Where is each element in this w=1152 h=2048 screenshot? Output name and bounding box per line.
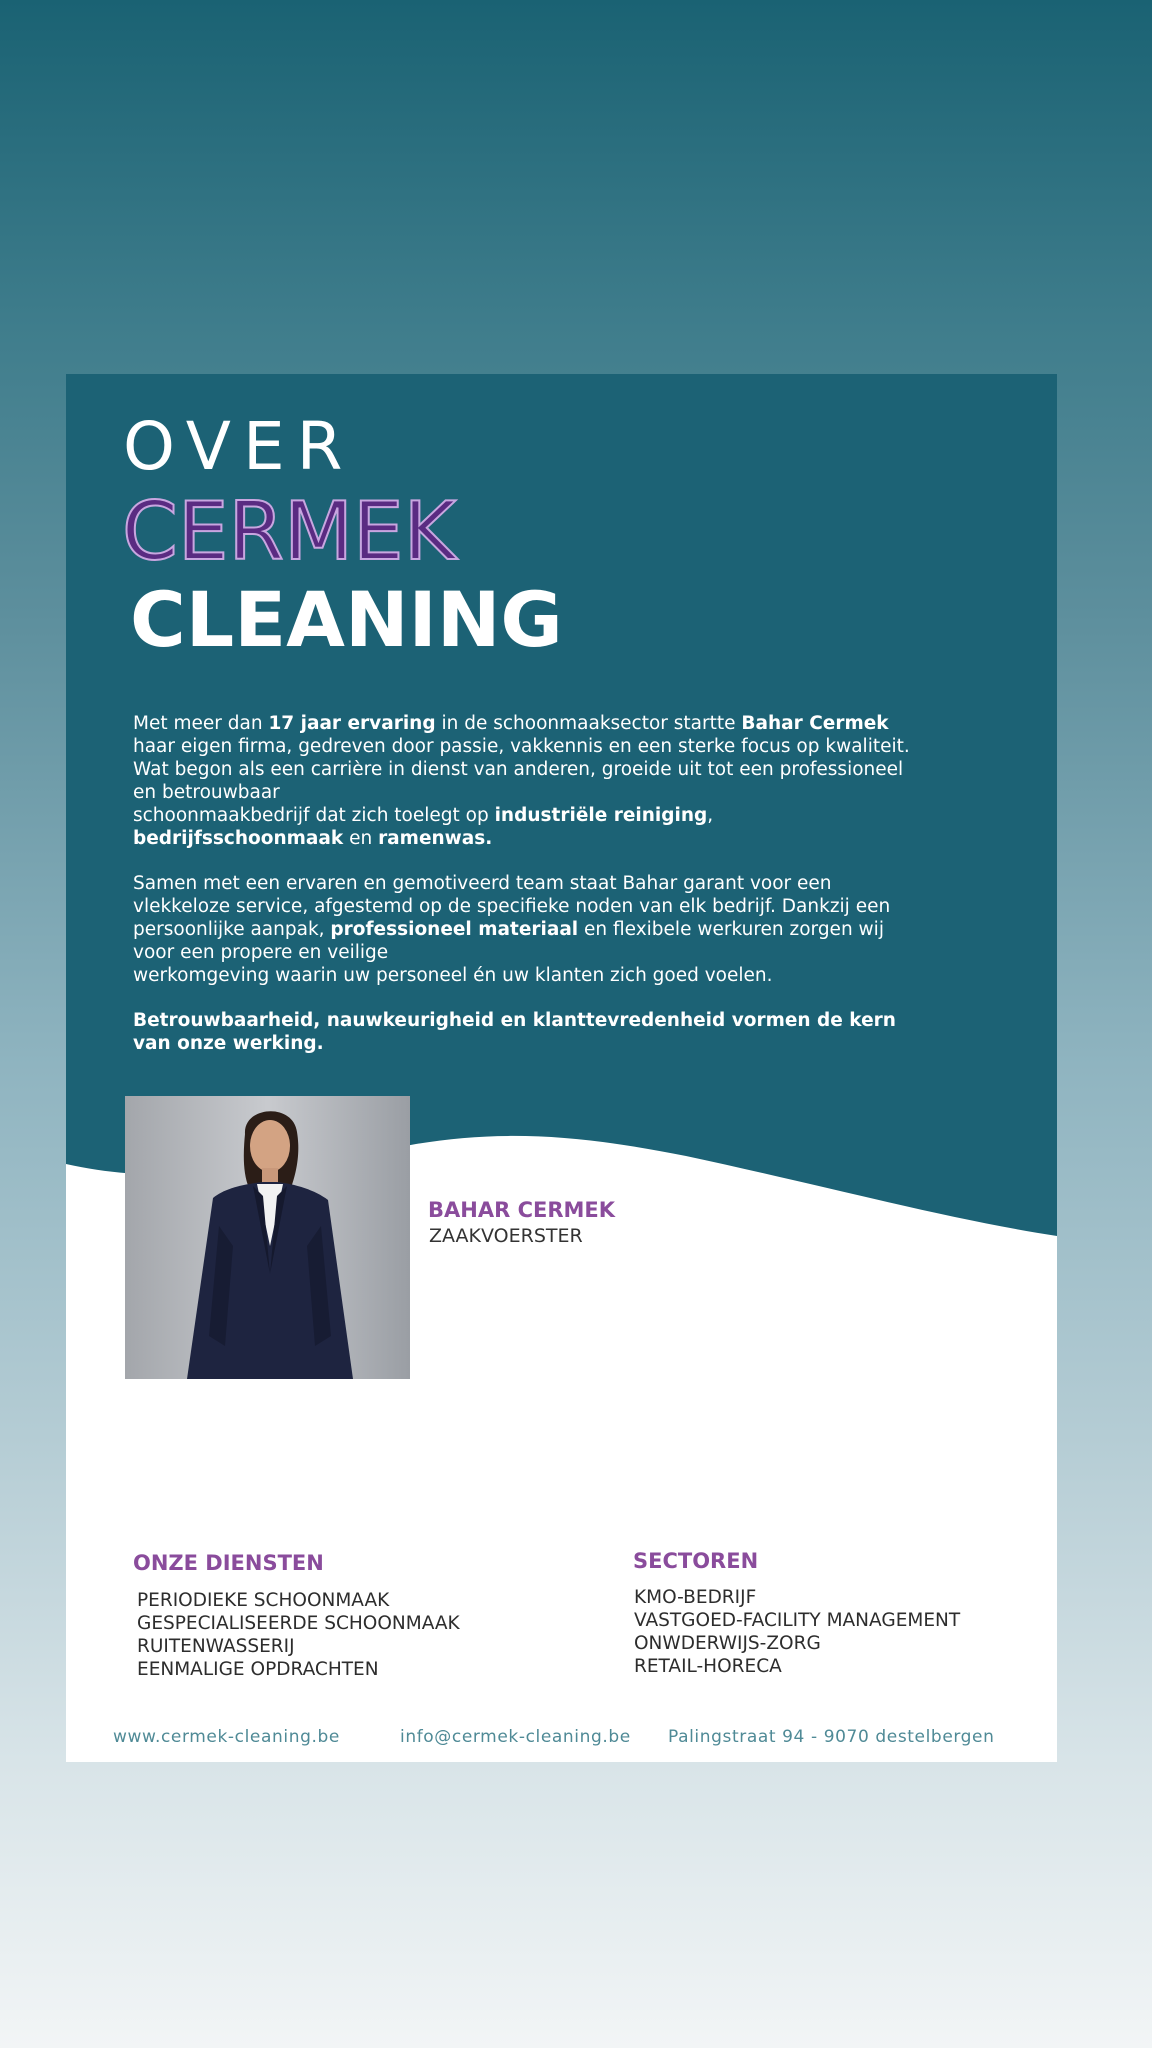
title-over: OVER: [123, 408, 355, 485]
services-item: EENMALIGE OPDRACHTEN: [137, 1659, 379, 1680]
intro-text-run: Met meer dan: [133, 713, 269, 734]
intro-text-run: ,: [707, 805, 714, 826]
intro-text-run: 17 jaar ervaring: [268, 713, 436, 734]
portrait-image: [125, 1096, 410, 1379]
intro-text-run: bedrijfsschoonmaak: [133, 828, 344, 849]
intro-text-run: en flexibele werkuren zorgen wij voor een propere en veilige: [133, 919, 884, 963]
footer-website-link[interactable]: www.cermek-cleaning.be: [113, 1727, 340, 1747]
sectors-item: ONWDERWIJS-ZORG: [634, 1633, 821, 1654]
intro-text-run: schoonmaakbedrijf dat zich toelegt op: [133, 805, 495, 826]
intro-text-run: in de schoonmaaksector startte: [435, 713, 742, 734]
sectors-item: RETAIL-HORECA: [634, 1656, 782, 1677]
services-list: [137, 1589, 460, 1681]
intro-text-run: Bahar Cermek: [741, 713, 889, 734]
owner-name: BAHAR CERMEK: [428, 1198, 616, 1222]
services-item: GESPECIALISEERDE SCHOONMAAK: [137, 1613, 460, 1634]
services-item: PERIODIEKE SCHOONMAAK: [137, 1590, 390, 1611]
title-cleaning: CLEANING: [130, 575, 563, 664]
sectors-item: KMO-BEDRIJF: [634, 1587, 757, 1608]
intro-paragraph-2: [133, 872, 923, 987]
footer-address: Palingstraat 94 - 9070 destelbergen: [668, 1727, 995, 1747]
footer-email-link[interactable]: info@cermek-cleaning.be: [400, 1727, 631, 1747]
owner-portrait: [125, 1096, 410, 1379]
intro-text-run: ramenwas.: [378, 828, 493, 849]
intro-text-run: werkomgeving waarin uw personeel én uw klanten zich goed voelen.: [133, 965, 773, 986]
sectors-list: [634, 1586, 960, 1678]
intro-paragraph-1: [133, 712, 923, 850]
intro-text-run: haar eigen firma, gedreven door passie, vakkennis en een sterke focus op kwaliteit. Wat begon als een carrière in dienst van anderen, groeide uit tot een professioneel en betrouwbaar: [133, 736, 910, 803]
owner-role: ZAAKVOERSTER: [429, 1225, 583, 1247]
services-item: RUITENWASSERIJ: [137, 1636, 295, 1657]
intro-text-run: industriële reiniging: [494, 805, 708, 826]
flyer: [66, 374, 1057, 1762]
sectors-item: VASTGOED-FACILITY MANAGEMENT: [634, 1610, 961, 1631]
intro-text: [133, 712, 923, 1077]
intro-text-run: en: [343, 828, 379, 849]
services-title: ONZE DIENSTEN: [133, 1551, 324, 1575]
intro-text-run: Samen met een ervaren en gemotiveerd team staat Bahar garant voor een vlekkeloze service, afgestemd op de specifieke noden van elk bedrijf. Dankzij een persoonlijke aanpak,: [133, 873, 891, 940]
title-cermek: CERMEK: [122, 485, 457, 578]
intro-text-run: professioneel materiaal: [330, 919, 579, 940]
intro-paragraph-3: Betrouwbaarheid, nauwkeurigheid en klanttevredenheid vormen de kern van onze werking.: [133, 1010, 896, 1054]
sectors-title: SECTOREN: [633, 1549, 759, 1573]
